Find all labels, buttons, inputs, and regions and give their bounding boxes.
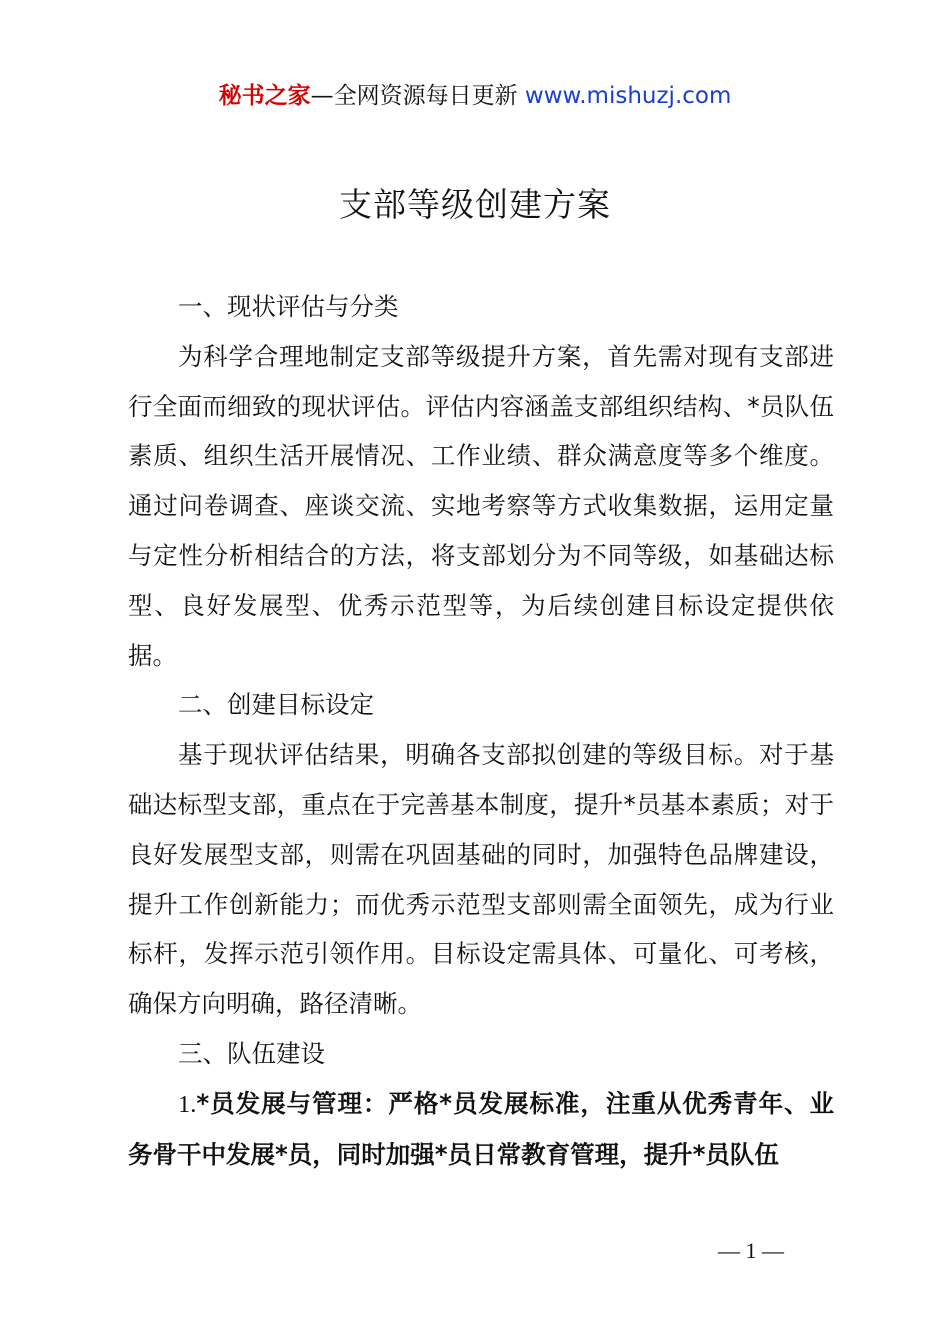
brand-name: 秘书之家 xyxy=(218,83,311,109)
section-heading-2: 二、创建目标设定 xyxy=(178,690,374,720)
list-item-text: *员发展与管理：严格*员发展标准，注重从优秀青年、业务骨干中发展*员，同时加强*员日常教育管理，提升*员队伍 xyxy=(128,1088,834,1169)
document-title: 支部等级创建方案 xyxy=(339,185,611,224)
list-item-number: 1. xyxy=(178,1090,197,1118)
site-link[interactable]: www.mishuzj.com xyxy=(524,83,732,109)
bold-list-item xyxy=(128,1079,834,1180)
page-number: — 1 — xyxy=(718,1238,784,1263)
section-heading-3: 三、队伍建设 xyxy=(178,1038,325,1068)
section-heading-1: 一、现状评估与分类 xyxy=(178,292,399,321)
site-header xyxy=(0,80,950,112)
body-paragraph-2: 基于现状评估结果，明确各支部拟创建的等级目标。对于基础达标型支部，重点在于完善基本制度，提升*员基本素质；对于良好发展型支部，则需在巩固基础的同时，加强特色品牌建设，提升工作创新能力；而优秀示范型支部则需全面领先，成为行业标杆，发挥示范引领作用。目标设定需具体、可量化、可考核，确保方向明确，路径清晰。 xyxy=(128,740,834,1019)
document-body xyxy=(128,282,834,1179)
body-paragraph-1: 为科学合理地制定支部等级提升方案，首先需对现有支部进行全面而细致的现状评估。评估内容涵盖支部组织结构、*员队伍素质、组织生活开展情况、工作业绩、群众满意度等多个维度。通过问卷调查、座谈交流、实地考察等方式收集数据，运用定量与定性分析相结合的方法，将支部划分为不同等级，如基础达标型、良好发展型、优秀示范型等，为后续创建目标设定提供依据。 xyxy=(128,341,834,670)
header-tagline: —全网资源每日更新 xyxy=(310,83,518,109)
